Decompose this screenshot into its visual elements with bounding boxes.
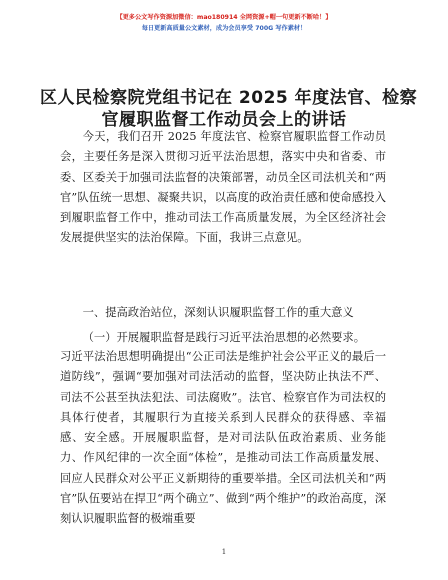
document-title-line2: 官履职监督工作动员会上的讲话 <box>101 110 347 130</box>
section-heading-1: 一、提高政治站位，深刻认识履职监督工作的重大意义 <box>82 306 354 319</box>
intro-paragraph: 今天，我们召开 2025 年度法官、检察官履职监督工作动员会，主要任务是深入贯彻习近平法治思想，落实中央和省委、市委、区委关于加强司法监督的决策部署，动员全区司法机关和“两官”队伍统一思想、凝聚共识，以高度的政治责任感和使命感投入到履职监督工作中，推动司法工作高质量发展，为全区经济社会发展提供坚实的法治保障。下面，我讲三点意见。 <box>60 130 386 245</box>
page-number: 1 <box>221 548 227 556</box>
promo-banner-line2: 每日更新高质量公文素材，成为会员享受 700G 写作素材！ <box>141 25 307 32</box>
body-paragraph-2: 习近平法治思想明确提出“公正司法是维护社会公平正义的最后一道防线”，强调“要加强对司法活动的监督，坚决防止执法不严、司法不公甚至执法犯法、司法腐败”。法官、检察官作为司法权的具体行使者，其履职行为直接关系到人民群众的获得感、幸福感、安全感。开展履职监督，是对司法队伍政治素质、业务能力、作风纪律的一次全面“体检”，是推动司法工作高质量发展、回应人民群众对公平正义新期待的重要举措。全区司法机关和“两官”队伍要站在捍卫“两个确立”、做到“两个维护”的政治高度，深刻认识履职监督的极端重要 <box>60 350 386 526</box>
subsection-heading-1: （一）开展履职监督是践行习近平法治思想的必然要求。 <box>82 331 366 344</box>
document-title-line1: 区人民检察院党组书记在 2025 年度法官、检察 <box>40 88 418 108</box>
promo-banner-line1: 【更多公文写作资源加微信：mao180914 全网资源+帽一句更新不断哈！】 <box>116 14 332 21</box>
